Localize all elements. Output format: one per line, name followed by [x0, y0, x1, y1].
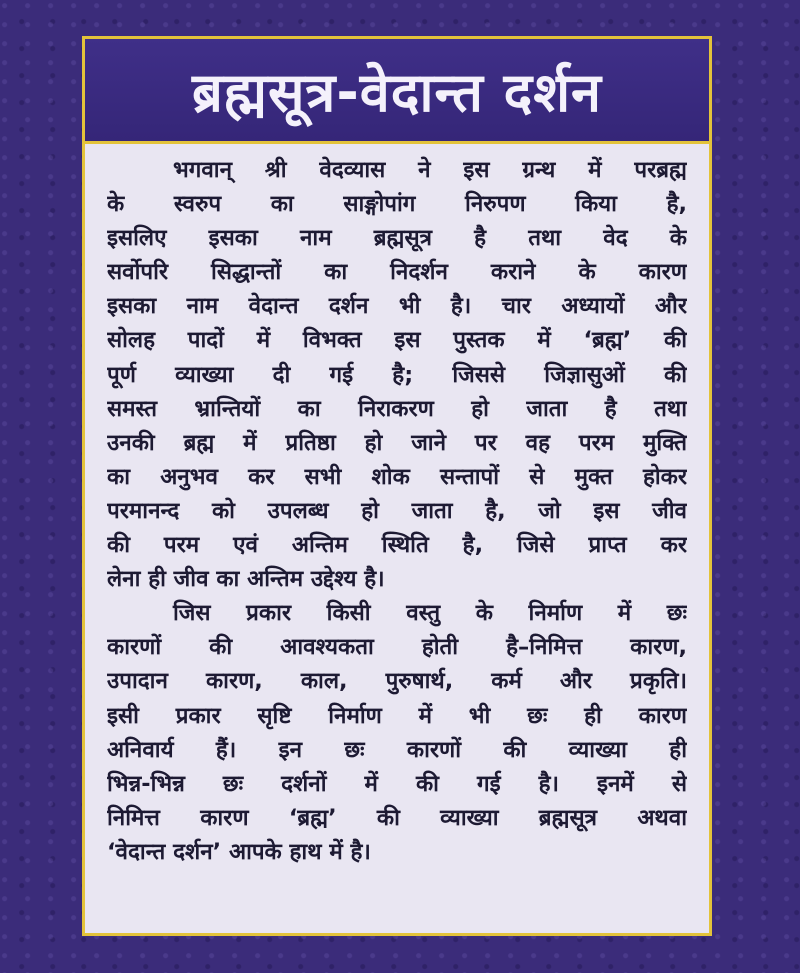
text-frame [82, 36, 712, 936]
text-line: उनकी ब्रह्म में प्रतिष्ठा हो जाने पर वह परम मुक्ति [107, 429, 687, 456]
text-line: सोलह पादों में विभक्त इस पुस्तक में ‘ब्रह्म’ की [107, 327, 687, 354]
text-line: का अनुभव कर सभी शोक सन्तापों से मुक्त होकर [107, 463, 687, 490]
text-line: भगवान् श्री वेदव्यास ने इस ग्रन्थ में परब्रह्म [173, 157, 687, 183]
text-line: उपादान कारण, काल, पुरुषार्थ, कर्म और प्रकृति। [107, 668, 687, 695]
text-line: इसका नाम वेदान्त दर्शन भी है। चार अध्यायों और [107, 293, 687, 320]
text-line: के स्वरुप का साङ्गोपांग निरुपण किया है, [107, 191, 687, 218]
body-text [107, 153, 687, 869]
text-line: पूर्ण व्याख्या दी गई है; जिससे जिज्ञासुओं की [107, 361, 687, 388]
paragraph-1 [107, 153, 687, 596]
text-line: सर्वोपरि सिद्धान्तों का निदर्शन कराने के कारण [107, 259, 687, 286]
text-line: निमित्त कारण ‘ब्रह्म’ की व्याख्या ब्रह्मसूत्र अथवा [107, 804, 687, 831]
text-line: लेना ही जीव का अन्तिम उद्देश्य है। [107, 566, 385, 593]
text-line: की परम एवं अन्तिम स्थिति है, जिसे प्राप्त कर [107, 532, 687, 559]
text-line: इसलिए इसका नाम ब्रह्मसूत्र है तथा वेद के [107, 225, 687, 252]
text-line: इसी प्रकार सृष्टि निर्माण में भी छः ही कारण [107, 702, 687, 729]
text-line: परमानन्द को उपलब्ध हो जाता है, जो इस जीव [107, 497, 687, 524]
text-line: समस्त भ्रान्तियों का निराकरण हो जाता है तथा [107, 395, 687, 422]
page-title: ब्रह्मसूत्र-वेदान्त दर्शन [191, 61, 603, 124]
text-line: जिस प्रकार किसी वस्तु के निर्माण में छः [173, 600, 687, 627]
text-line: अनिवार्य हैं। इन छः कारणों की व्याख्या ही [107, 736, 687, 763]
title-band [85, 39, 709, 144]
text-line: भिन्न-भिन्न छः दर्शनों में की गई है। इनमें से [107, 770, 687, 797]
paragraph-2 [107, 596, 687, 869]
text-line: कारणों की आवश्यकता होती है–निमित्त कारण, [107, 634, 687, 661]
text-line: ‘वेदान्त दर्शन’ आपके हाथ में है। [107, 838, 371, 865]
